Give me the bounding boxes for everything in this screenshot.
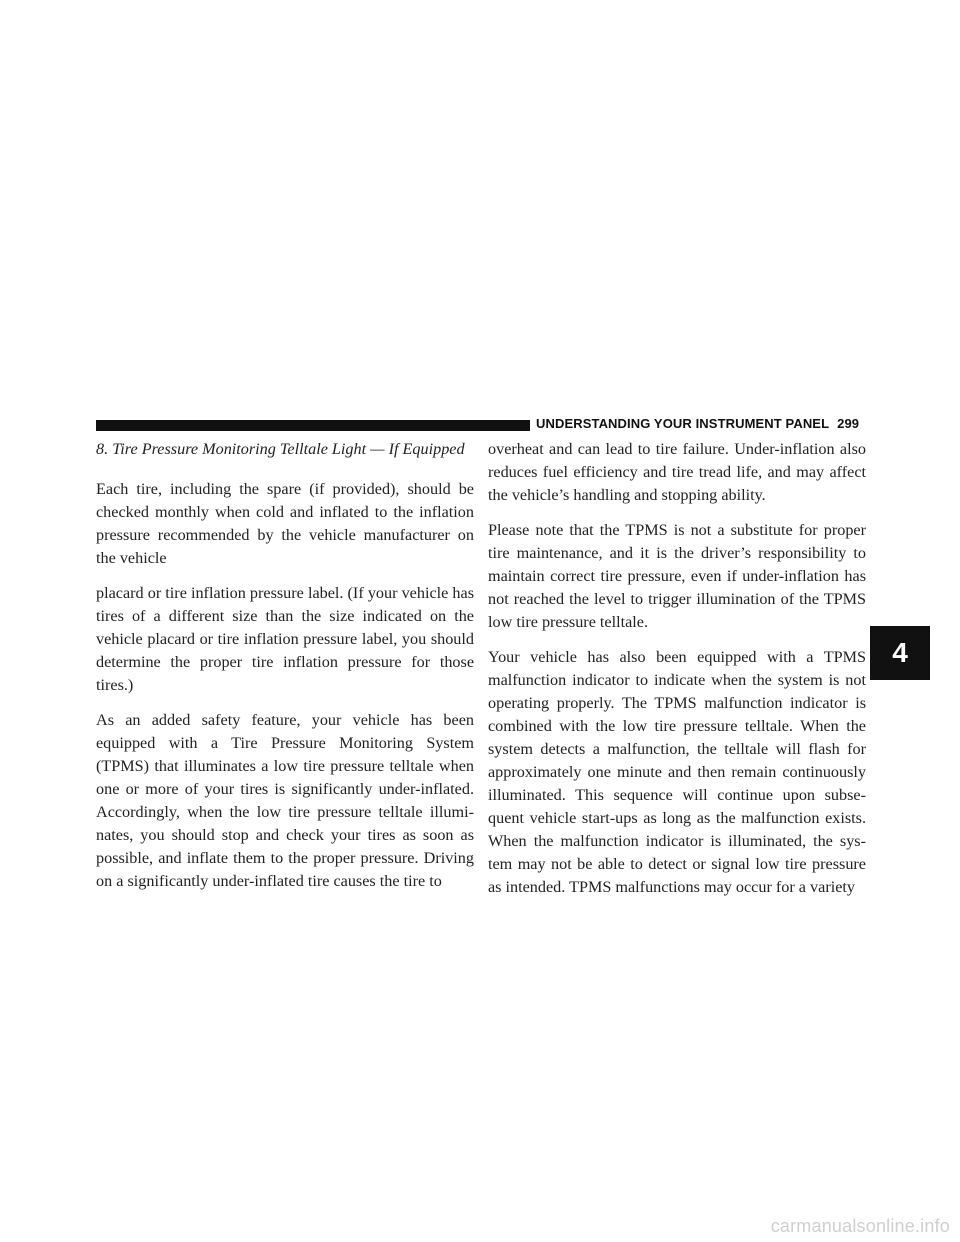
watermark-text: carmanualsonline.info [770, 1216, 950, 1236]
page-number: 299 [837, 416, 860, 431]
paragraph: Please note that the TPMS is not a substitute for proper tire maintenance, and it is the driver’s responsibility to maintain correct tire pressure, even if under-inflation has not reached the level to trigger illumination of the TPMS low tire pressure telltale. [488, 521, 866, 631]
chapter-number: 4 [892, 637, 908, 668]
paragraph: As an added safety feature, your vehicle has been equipped with a Tire Pressure Monitoring System (TPMS) that illuminates a low tire pressure telltale when one or more of your tires is significantly under-inflated. Accordingly, when the low tire pressure telltale illumi-nates, you should stop and check your tires as soon as possible, and inflate them to the proper pressure. Driving on a significantly under-inflated tire causes the tire to [96, 711, 474, 890]
section-subheading: 8. Tire Pressure Monitoring Telltale Light — If Equipped [96, 440, 465, 458]
section-title: UNDERSTANDING YOUR INSTRUMENT PANEL [536, 416, 830, 431]
right-column [488, 438, 866, 911]
header-rule-bar [96, 420, 530, 431]
paragraph-continued: placard or tire inflation pressure label. (If your vehicle has tires of a different size than the size indicated on the vehicle placard or tire inflation pressure label, you should determine the proper tire inflation pressure for those tires.) [96, 584, 474, 694]
paragraph: overheat and can lead to tire failure. Under-inflation also reduces fuel efficiency and tire tread life, and may affect the vehicle’s handling and stopping ability. [488, 440, 866, 504]
running-header [536, 416, 859, 431]
indented-paragraph-start: Each tire, including the spare (if provided), should be checked monthly when cold and inflated to the inflation pressure recommended by the vehicle manufacturer on the vehicle [96, 480, 474, 567]
left-column [96, 438, 474, 905]
chapter-tab [870, 626, 930, 680]
paragraph: Your vehicle has also been equipped with a TPMS malfunction indicator to indicate when the system is not operating properly. The TPMS malfunction indicator is combined with the low tire pressure telltale. When the system detects a malfunction, the telltale will flash for approximately one minute and then remain continuously illuminated. This sequence will continue upon subse-quent vehicle start-ups as long as the malfunction exists. When the malfunction indicator is illuminated, the sys-tem may not be able to detect or signal low tire pressure as intended. TPMS malfunctions may occur for a variety [488, 648, 866, 896]
